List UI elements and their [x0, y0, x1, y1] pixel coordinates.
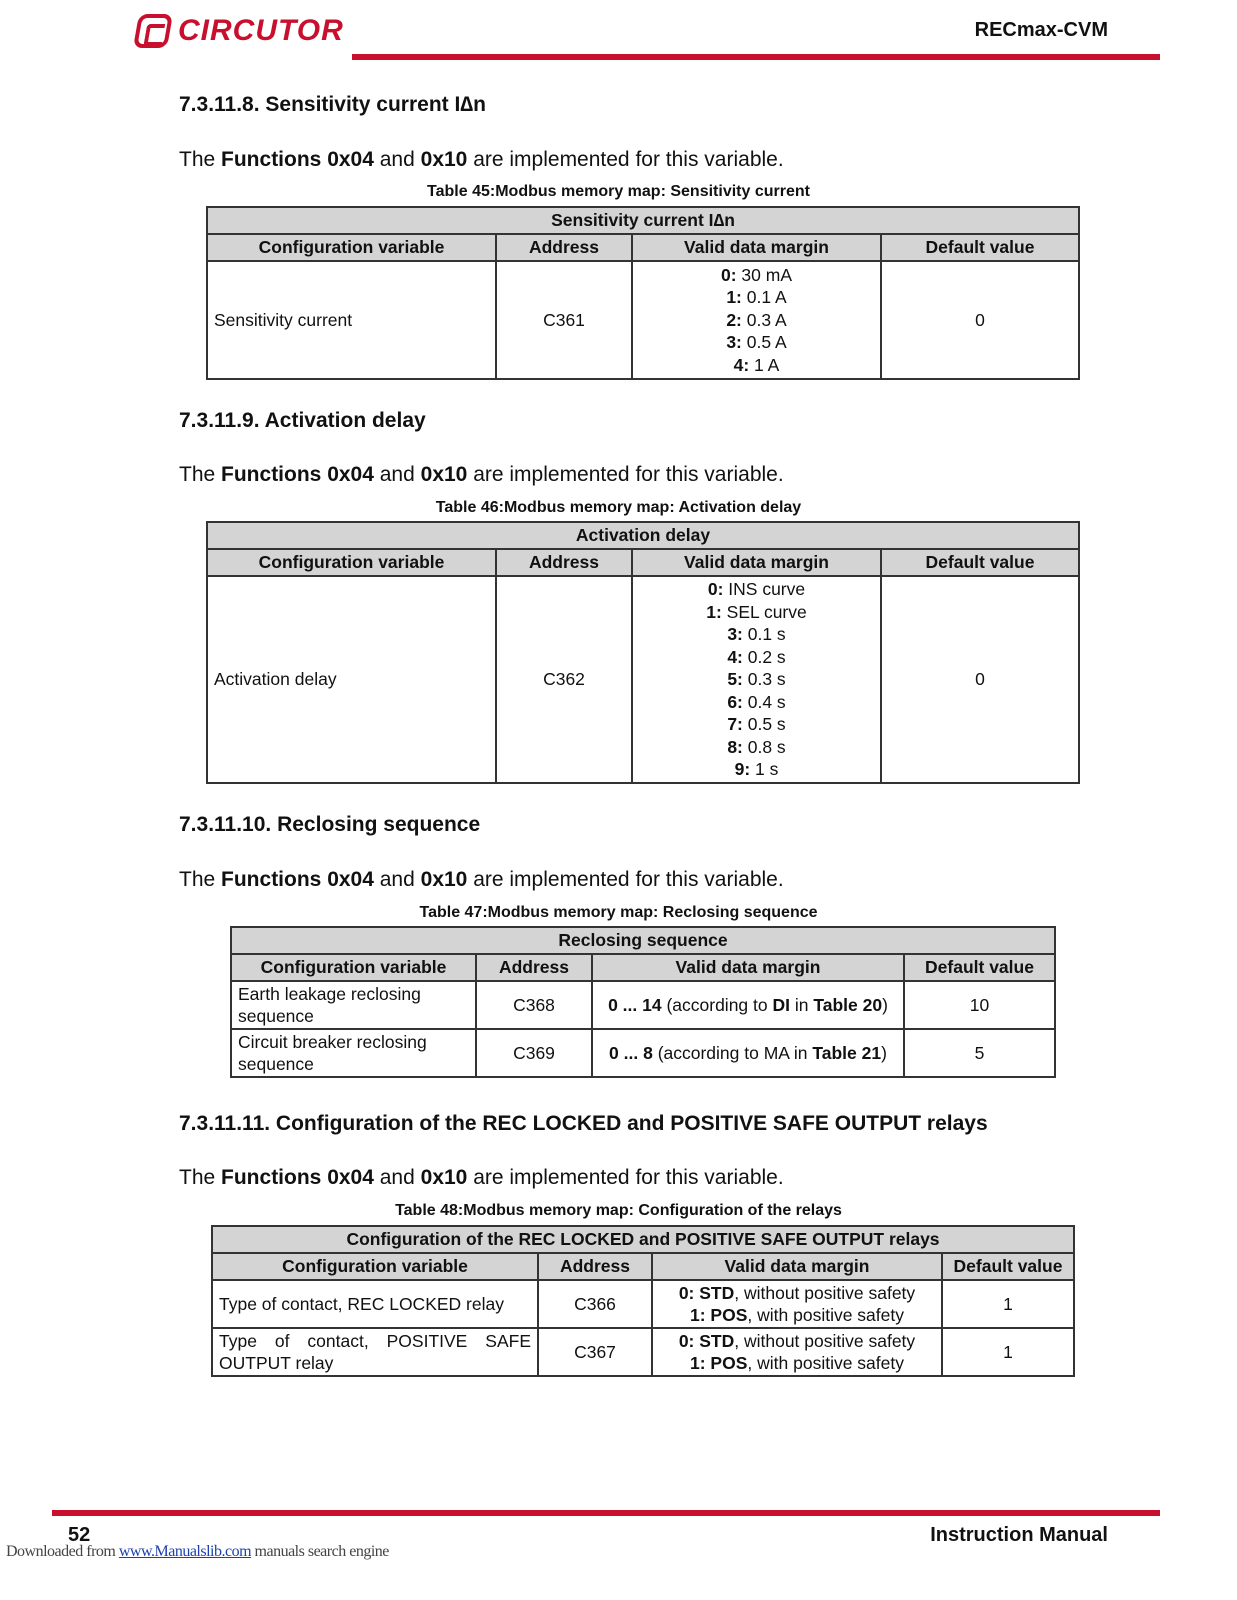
footer-rule [52, 1510, 1160, 1516]
cell-default: 10 [904, 981, 1055, 1029]
functions-paragraph: The Functions 0x04 and 0x10 are implemented for this variable. [179, 148, 784, 171]
circutor-logo [136, 14, 344, 48]
model-name: RECmax-CVM [974, 19, 1108, 41]
cell-default: 5 [904, 1029, 1055, 1077]
cell-variable: Type of contact, POSITIVE SAFE OUTPUT relay [212, 1328, 538, 1376]
cell-default: 0 [881, 576, 1079, 783]
cell-address: C367 [538, 1328, 652, 1376]
cell-margin: 0: STD, without positive safety 1: POS, with positive safety [652, 1280, 942, 1328]
col-address: Address [496, 234, 632, 261]
sensitivity-table [206, 206, 1080, 380]
cell-default: 0 [881, 261, 1079, 379]
download-note: Downloaded from www.Manualslib.com manuals search engine [6, 1543, 389, 1560]
section-heading: 7.3.11.8. Sensitivity current I∆n [179, 93, 486, 116]
cell-address: C362 [496, 576, 632, 783]
table-row [231, 1029, 1055, 1077]
table-row [212, 1280, 1074, 1328]
cell-variable: Type of contact, REC LOCKED relay [212, 1280, 538, 1328]
cell-variable: Sensitivity current [207, 261, 496, 379]
table-caption: Table 48:Modbus memory map: Configuration of the relays [395, 1202, 842, 1219]
cell-address: C366 [538, 1280, 652, 1328]
functions-paragraph: The Functions 0x04 and 0x10 are implemented for this variable. [179, 1166, 784, 1189]
section-heading: 7.3.11.10. Reclosing sequence [179, 813, 481, 836]
table-title: Configuration of the REC LOCKED and POSITIVE SAFE OUTPUT relays [212, 1226, 1074, 1253]
table-title: Sensitivity current I∆n [207, 207, 1079, 234]
functions-paragraph: The Functions 0x04 and 0x10 are implemented for this variable. [179, 868, 784, 891]
col-config: Configuration variable [207, 549, 496, 576]
header-rule [352, 54, 1160, 60]
relays-table [211, 1225, 1075, 1377]
table-row [231, 981, 1055, 1029]
col-default: Default value [942, 1253, 1074, 1280]
col-address: Address [496, 549, 632, 576]
section-heading: 7.3.11.11. Configuration of the REC LOCKED and POSITIVE SAFE OUTPUT relays [179, 1112, 988, 1135]
section-heading: 7.3.11.9. Activation delay [179, 409, 426, 432]
col-default: Default value [881, 549, 1079, 576]
col-config: Configuration variable [231, 954, 476, 981]
cell-variable: Activation delay [207, 576, 496, 783]
cell-margin: 0: STD, without positive safety 1: POS, with positive safety [652, 1328, 942, 1376]
col-margin: Valid data margin [632, 549, 881, 576]
table-caption: Table 46:Modbus memory map: Activation delay [435, 499, 802, 516]
manual-label: Instruction Manual [930, 1524, 1108, 1546]
reclosing-table [230, 926, 1056, 1078]
table-caption: Table 47:Modbus memory map: Reclosing sequence [419, 904, 818, 921]
col-margin: Valid data margin [592, 954, 904, 981]
cell-margin: 0 ... 8 (according to MA in Table 21) [592, 1029, 904, 1077]
col-address: Address [538, 1253, 652, 1280]
col-config: Configuration variable [207, 234, 496, 261]
col-config: Configuration variable [212, 1253, 538, 1280]
page-number: 52 [68, 1524, 91, 1546]
cell-variable: Earth leakage reclosing sequence [231, 981, 476, 1029]
logo-text: CIRCUTOR [178, 14, 344, 47]
manualslib-link[interactable]: www.Manualslib.com [118, 1543, 252, 1560]
cell-margin: 0 ... 14 (according to DI in Table 20) [592, 981, 904, 1029]
table-title: Activation delay [207, 522, 1079, 549]
cell-default: 1 [942, 1280, 1074, 1328]
cell-default: 1 [942, 1328, 1074, 1376]
table-row [207, 576, 1079, 783]
cell-address: C361 [496, 261, 632, 379]
table-title: Reclosing sequence [231, 927, 1055, 954]
circutor-logo-icon [133, 14, 173, 48]
cell-margin: 0: INS curve 1: SEL curve 3: 0.1 s 4: 0.2 s 5: 0.3 s 6: 0.4 s 7: 0.5 s 8: 0.8 s 9: 1 s [632, 576, 881, 783]
cell-address: C369 [476, 1029, 592, 1077]
table-row [212, 1328, 1074, 1376]
table-caption: Table 45:Modbus memory map: Sensitivity current [427, 183, 810, 200]
table-row [207, 261, 1079, 379]
activation-delay-table [206, 521, 1080, 784]
col-address: Address [476, 954, 592, 981]
col-margin: Valid data margin [632, 234, 881, 261]
col-default: Default value [881, 234, 1079, 261]
functions-paragraph: The Functions 0x04 and 0x10 are implemented for this variable. [179, 463, 784, 486]
col-margin: Valid data margin [652, 1253, 942, 1280]
cell-margin: 0: 30 mA 1: 0.1 A 2: 0.3 A 3: 0.5 A 4: 1 A [632, 261, 881, 379]
cell-variable: Circuit breaker reclosing sequence [231, 1029, 476, 1077]
cell-address: C368 [476, 981, 592, 1029]
col-default: Default value [904, 954, 1055, 981]
